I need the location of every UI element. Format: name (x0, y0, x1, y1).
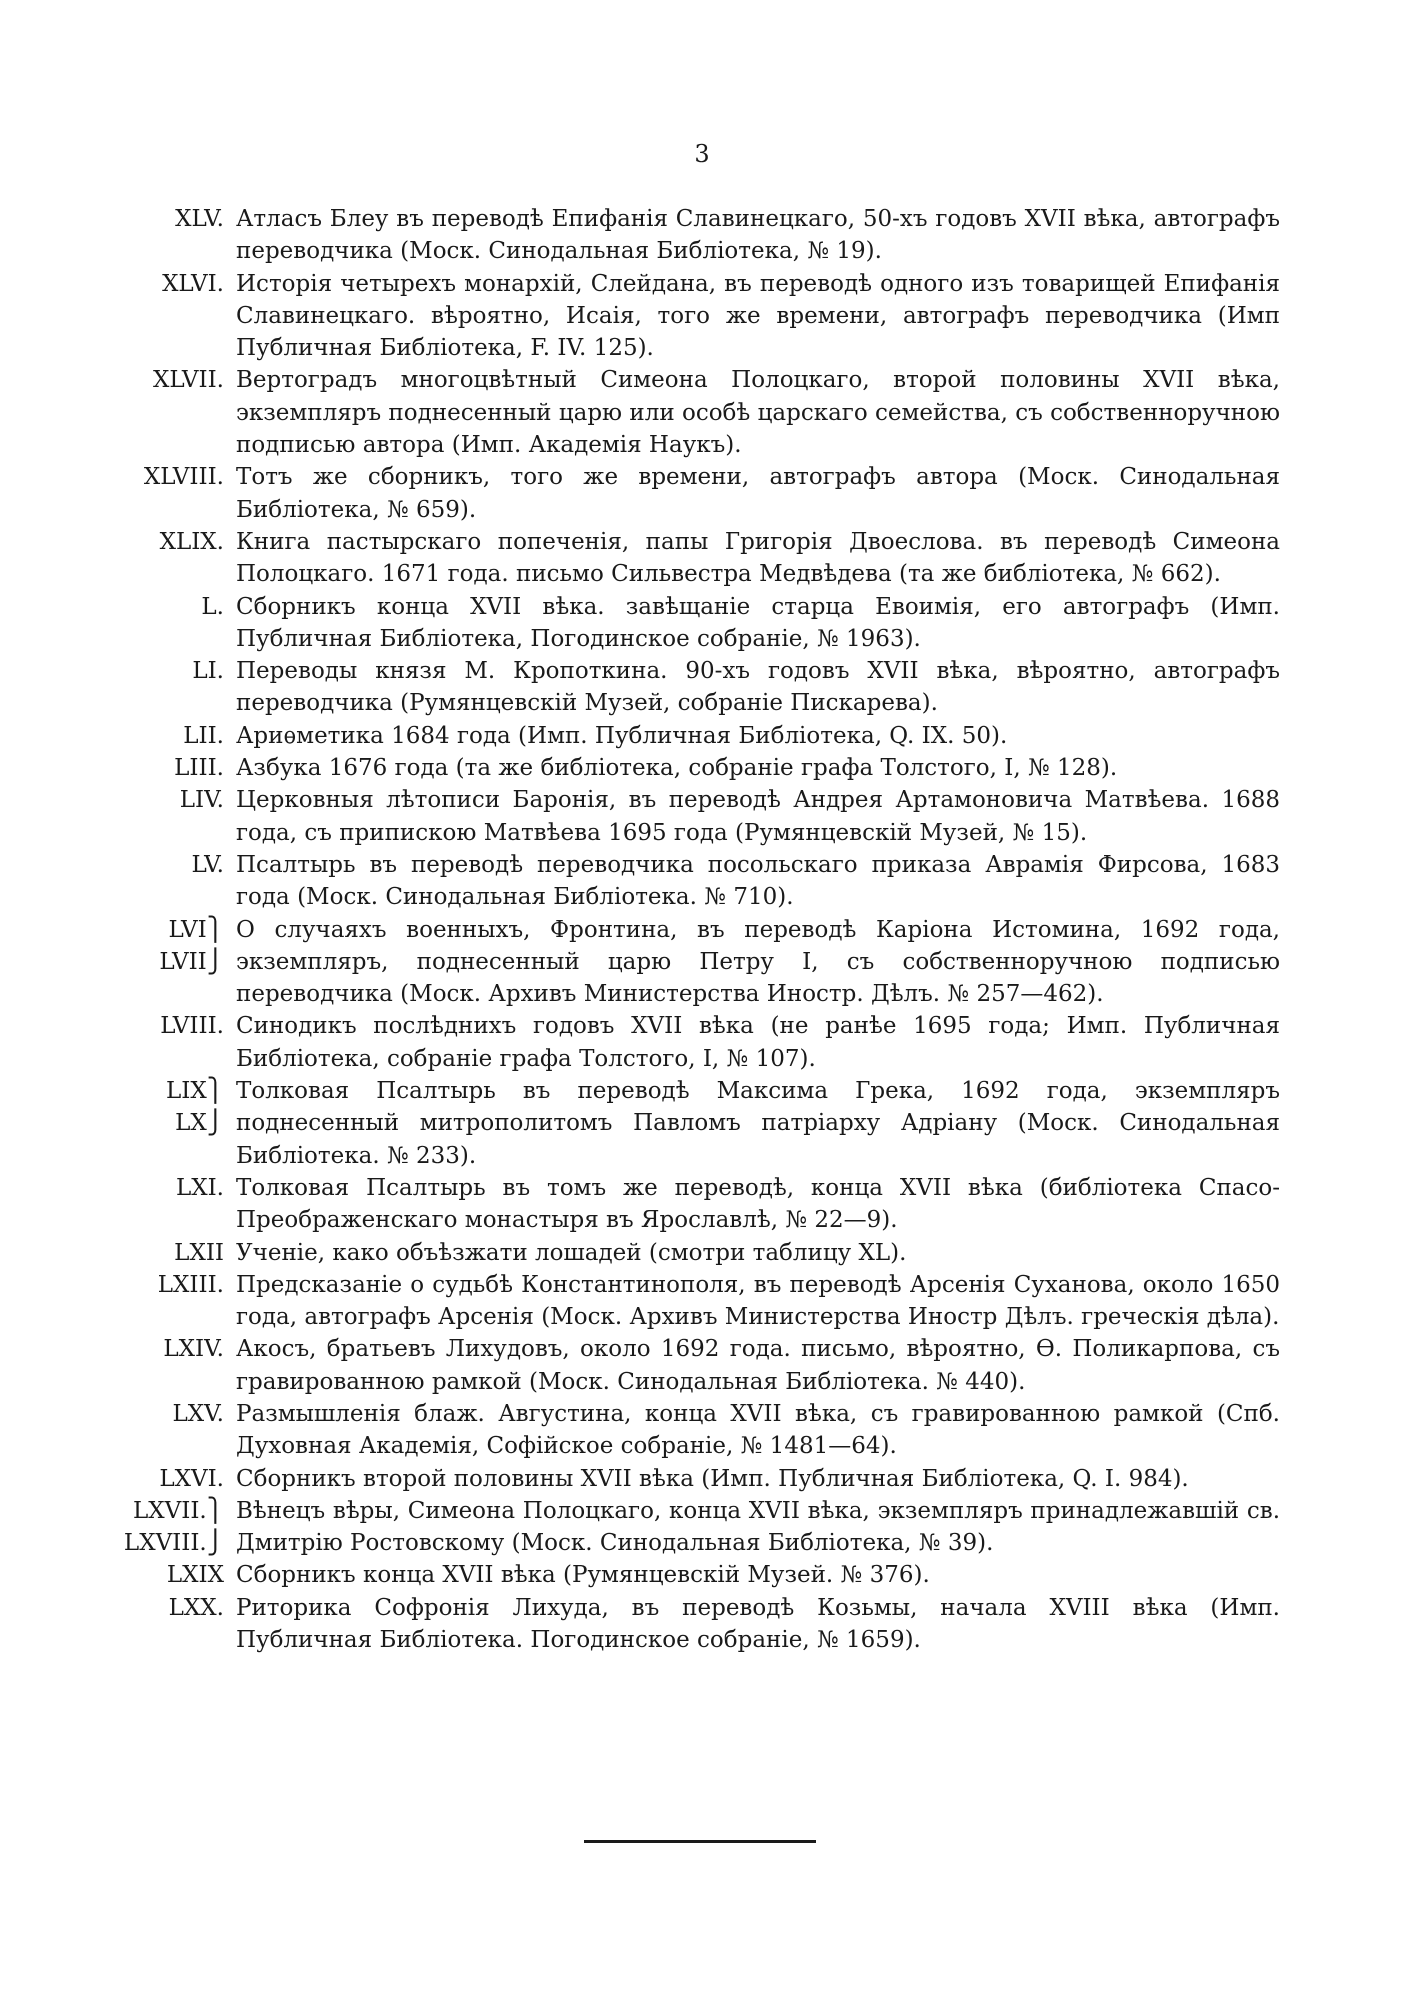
entry-text: Размышленія блаж. Августина, конца XVII вѣка, съ гравированною рамкой (Спб. Духовная Академія, Софійское собраніе, № 1481—64). (236, 1400, 1280, 1460)
catalog-entry (120, 720, 1280, 752)
catalog-entry (120, 1463, 1280, 1495)
entry-number: LXVI. (159, 1465, 224, 1492)
entry-text: Книга пастырскаго попеченія, папы Григорія Двоеслова. въ переводѣ Симеона Полоцкаго. 1671 года. письмо Сильвестра Медвѣдева (та же библіотека, № 662). (236, 528, 1280, 588)
entry-number: XLIX. (159, 528, 224, 555)
catalog-entry (120, 752, 1280, 784)
entry-number: LV. (191, 851, 224, 878)
entry-number: LII. (183, 722, 224, 749)
page-number: 3 (694, 140, 710, 168)
entry-number: LVI⎫ LVII⎭ (159, 916, 224, 975)
entry-text: Акосъ, братьевъ Лихудовъ, около 1692 года. письмо, вѣроятно, Ѳ. Поликарпова, съ гравированною рамкой (Моск. Синодальная Библіотека. № 440). (236, 1336, 1280, 1395)
catalog-entry (120, 849, 1280, 914)
catalog-entry (120, 1559, 1280, 1591)
catalog-entry (120, 914, 1280, 1011)
entry-number: L. (201, 593, 224, 620)
entry-number: LXIII. (157, 1271, 224, 1298)
entry-number: LI. (192, 658, 224, 685)
entry-number: LIX⎫ LX⎭ (166, 1078, 224, 1137)
catalog-entry (120, 591, 1280, 656)
entry-text: Тотъ же сборникъ, того же времени, автографъ автора (Моск. Синодальная Библіотека, № 659). (236, 464, 1280, 523)
entry-number: LXII (174, 1239, 224, 1266)
catalog-entry (120, 203, 1280, 268)
catalog-entry (120, 1010, 1280, 1075)
entry-text: Предсказаніе о судьбѣ Константинополя, въ переводѣ Арсенія Суханова, около 1650 года, автографъ Арсенія (Моск. Архивъ Министерства Иностр Дѣлъ. греческія дѣла). (236, 1271, 1280, 1331)
catalog-entry (120, 784, 1280, 849)
entry-text: Ариѳметика 1684 года (Имп. Публичная Библіотека, Q. IX. 50). (236, 722, 1008, 749)
entry-text: Синодикъ послѣднихъ годовъ XVII вѣка (не ранѣе 1695 года; Имп. Публичная Библіотека, собраніе графа Толстого, I, № 107). (236, 1013, 1280, 1072)
entry-text: Риторика Софронія Лихуда, въ переводѣ Козьмы, начала XVIII вѣка (Имп. Публичная Библіотека. Погодинское собраніе, № 1659). (236, 1594, 1280, 1654)
entry-text: Толковая Псалтырь въ переводѣ Максима Грека, 1692 года, экземпляръ поднесенный митрополитомъ Павломъ патріарху Адріану (Моск. Синодальная Библіотека. № 233). (236, 1078, 1280, 1169)
entry-text: О случаяхъ военныхъ, Фронтина, въ переводѣ Каріона Истомина, 1692 года, экземпляръ, поднесенный царю Петру I, съ собственноручною подписью переводчика (Моск. Архивъ Министерства Иностр. Дѣлъ. № 257—462). (236, 916, 1280, 1008)
entry-text: Вѣнецъ вѣры, Симеона Полоцкаго, конца XVII вѣка, экземпляръ принадлежавшій св. Дмитрію Ростовскому (Моск. Синодальная Библіотека, № 39). (236, 1497, 1280, 1557)
catalog-entry (120, 268, 1280, 365)
entry-text: Сборникъ конца XVII вѣка. завѣщаніе старца Евоимія, его автографъ (Имп. Публичная Библіотека, Погодинское собраніе, № 1963). (236, 593, 1280, 652)
catalog-list (120, 203, 1280, 1656)
entry-number: LIII. (174, 755, 224, 782)
catalog-entry (120, 461, 1280, 526)
catalog-entry (120, 1495, 1280, 1560)
entry-number: XLVI. (162, 270, 224, 297)
entry-number: LXIV. (163, 1336, 224, 1363)
entry-text: Толковая Псалтырь въ томъ же переводѣ, конца XVII вѣка (библіотека Спасо-Преображенскаго монастыря въ Ярославлѣ, № 22—9). (236, 1174, 1280, 1234)
catalog-entry (120, 655, 1280, 720)
entry-number: LIV. (179, 787, 224, 814)
entry-text: Сборникъ второй половины XVII вѣка (Имп. Публичная Библіотека, Q. I. 984). (236, 1465, 1189, 1492)
entry-number: LXI. (175, 1174, 224, 1201)
entry-text: Переводы князя М. Кропоткина. 90-хъ годовъ XVII вѣка, вѣроятно, автографъ переводчика (Румянцевскій Музей, собраніе Пискарева). (236, 658, 1280, 717)
entry-text: Вертоградъ многоцвѣтный Симеона Полоцкаго, второй половины XVII вѣка, экземпляръ поднесенный царю или особѣ царскаго семейства, съ собственноручною подписью автора (Имп. Академія Наукъ). (236, 367, 1280, 459)
catalog-entry (120, 1075, 1280, 1172)
catalog-entry (120, 1333, 1280, 1398)
entry-number: LVIII. (160, 1013, 224, 1040)
catalog-entry (120, 526, 1280, 591)
end-rule (584, 1840, 816, 1843)
entry-text: Азбука 1676 года (та же библіотека, собраніе графа Толстого, I, № 128). (236, 755, 1118, 782)
entry-text: Псалтырь въ переводѣ переводчика посольскаго приказа Аврамія Фирсова, 1683 года (Моск. Синодальная Библіотека. № 710). (236, 851, 1280, 911)
catalog-entry (120, 1172, 1280, 1237)
catalog-entry (120, 1269, 1280, 1334)
entry-text: Сборникъ конца XVII вѣка (Румянцевскій Музей. № 376). (236, 1562, 930, 1589)
catalog-entry (120, 1237, 1280, 1269)
catalog-entry (120, 1592, 1280, 1657)
entry-number: LXX. (168, 1594, 224, 1621)
entry-number: XLV. (175, 206, 224, 232)
entry-number: XLVII. (152, 367, 224, 394)
entry-text: Церковныя лѣтописи Баронія, въ переводѣ Андрея Артамоновича Матвѣева. 1688 года, съ припискою Матвѣева 1695 года (Румянцевскій Музей, № 15). (236, 787, 1280, 846)
entry-text: Атласъ Блеу въ переводѣ Епифанія Славинецкаго, 50-хъ годовъ XVII вѣка, автографъ переводчика (Моск. Синодальная Библіотека, № 19). (236, 206, 1280, 265)
entry-number: LXV. (172, 1400, 224, 1427)
catalog-entry (120, 364, 1280, 461)
catalog-entry (120, 1398, 1280, 1463)
entry-number: XLVIII. (143, 464, 224, 491)
entry-number: LXIX (166, 1562, 224, 1589)
entry-text: Ученіе, како объѣзжати лошадей (смотри таблицу XL). (236, 1239, 907, 1266)
entry-text: Исторія четырехъ монархій, Слейдана, въ переводѣ одного изъ товарищей Епифанія Славинецкаго. вѣроятно, Исаія, того же времени, автографъ переводчика (Имп Публичная Библіотека, F. IV. 125). (236, 270, 1280, 362)
entry-number: LXVII.⎫ LXVIII.⎭ (123, 1497, 224, 1557)
